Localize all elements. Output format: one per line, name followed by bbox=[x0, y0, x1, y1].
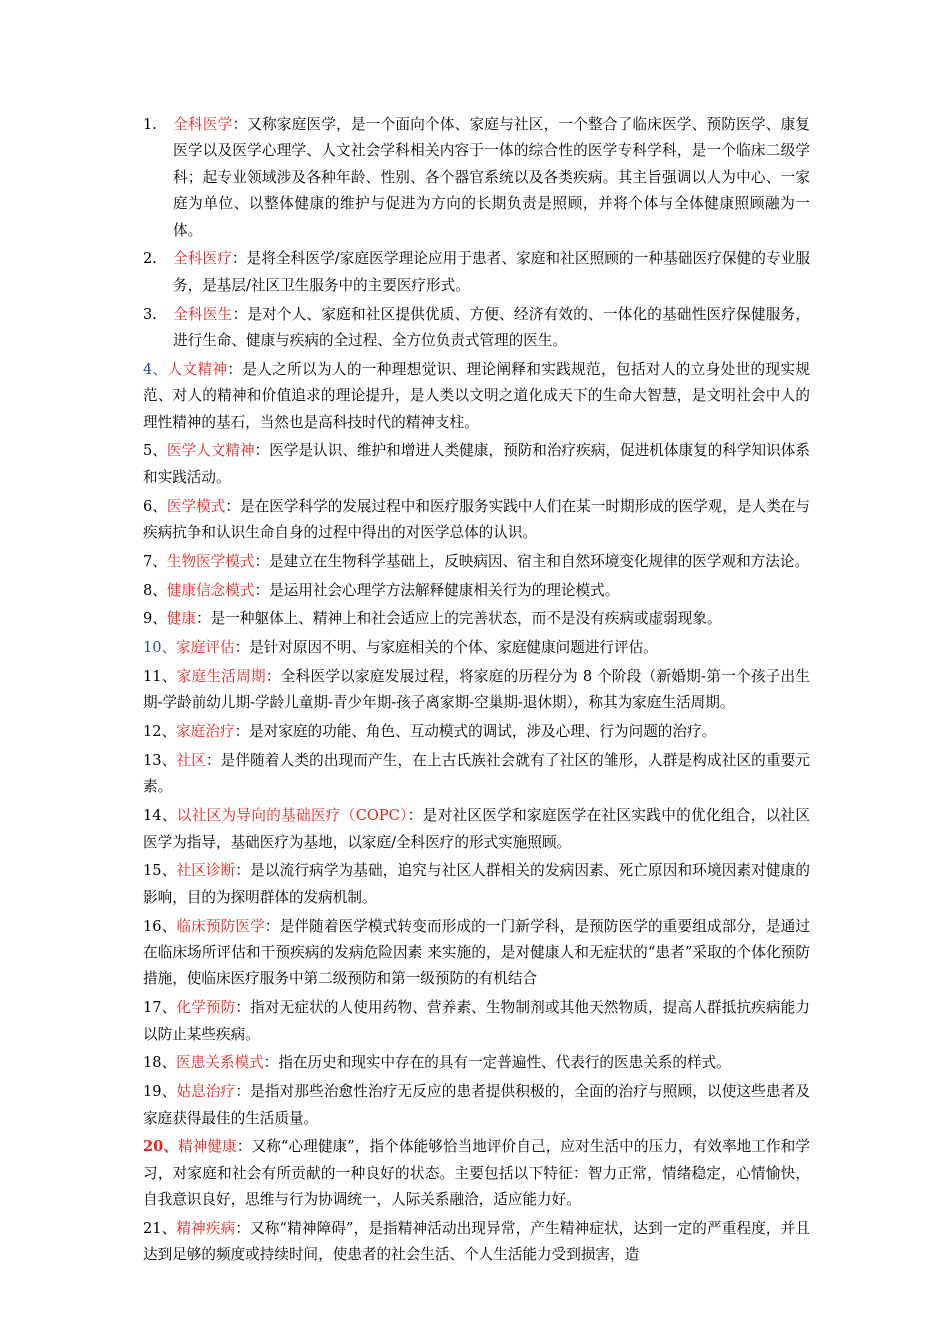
definition-item bbox=[143, 1050, 810, 1076]
item-text: ：是伴随着医学模式转变而形成的一门新学科，是预防医学的重要组成部分，是通过在临床场所评估和干预疾病的发病危险因素 来实施的，是对健康人和无症状的“患者”采取的个体化预防措施，使临床医疗服务中第二级预防和第一级预防的有机结合 bbox=[143, 917, 810, 988]
definition-item bbox=[143, 357, 810, 436]
item-text: ：是建立在生物科学基础上，反映病因、宿主和自然环境变化规律的医学观和方法论。 bbox=[254, 552, 810, 570]
definition-item bbox=[143, 1134, 810, 1213]
item-term: 医患关系模式 bbox=[176, 1054, 264, 1072]
item-number: 7、 bbox=[143, 552, 167, 570]
definition-item bbox=[143, 719, 810, 745]
item-term: 生物医学模式 bbox=[166, 552, 255, 570]
item-text: ：是人之所以为人的一种理想觉识、理论阐释和实践规范，包括对人的立身处世的现实规范、对人的精神和价值追求的理论提升，是人类以文明之道化成天下的生命大智慧，是文明社会中人的理性精神的基石，当然也是高科技时代的精神支柱。 bbox=[143, 360, 810, 431]
item-term: 健康信念模式 bbox=[166, 581, 255, 599]
item-term: 社区 bbox=[176, 752, 206, 770]
item-term: 健康 bbox=[166, 610, 197, 628]
item-number: 5、 bbox=[143, 442, 167, 460]
item-number: 2. bbox=[143, 250, 157, 268]
item-number: 9、 bbox=[143, 610, 167, 628]
item-text: ：是运用社会心理学方法解释健康相关行为的理论模式。 bbox=[254, 581, 620, 599]
definition-item bbox=[143, 858, 810, 911]
item-number: 14、 bbox=[143, 807, 177, 825]
item-text: ：是在医学科学的发展过程中和医疗服务实践中人们在某一时期形成的医学观，是人类在与疾病抗争和认识生命自身的过程中得出的对医学总体的认识。 bbox=[143, 497, 810, 542]
definition-item bbox=[143, 995, 810, 1048]
definition-item bbox=[143, 578, 810, 604]
item-number: 1. bbox=[143, 116, 157, 133]
item-number: 18、 bbox=[143, 1054, 177, 1072]
item-term: 家庭评估 bbox=[176, 639, 235, 657]
definition-item bbox=[143, 664, 810, 717]
item-text: ：又称家庭医学，是一个面向个体、家庭与社区，一个整合了临床医学、预防医学、康复医学以及医学心理学、人文社会学科相关内容于一体的综合性的医学专科学科，是一个临床二级学科；起专业领域涉及各种年龄、性别、各个器官系统以及各类疾病。其主旨强调以人为中心、一家庭为单位、以整体健康的维护与促进为方向的长期负责是照顾，并将个体与全体健康照顾融为一体。 bbox=[173, 116, 810, 239]
item-term: 医学人文精神 bbox=[166, 442, 255, 460]
item-text: ：全科医学以家庭发展过程，将家庭的历程分为 8 个阶段（新婚期-第一个孩子出生期-学龄前幼儿期-学龄儿童期-青少年期-孩子离家期-空巢期-退休期），称其为家庭生活周期。 bbox=[143, 668, 810, 712]
definition-item bbox=[143, 606, 810, 632]
item-text: ：医学是认识、维护和增进人类健康，预防和治疗疾病，促进机体康复的科学知识体系和实践活动。 bbox=[143, 442, 810, 486]
definition-item bbox=[143, 494, 810, 547]
item-number: 10、 bbox=[143, 639, 177, 657]
item-number: 3. bbox=[143, 305, 157, 323]
item-number: 4、 bbox=[143, 360, 168, 378]
item-text: ：是针对原因不明、与家庭相关的个体、家庭健康问题进行评估。 bbox=[234, 639, 658, 657]
item-term: 家庭生活周期 bbox=[176, 668, 266, 686]
definition-item bbox=[143, 438, 810, 491]
definitions-list bbox=[143, 112, 810, 1271]
item-term: 精神健康 bbox=[178, 1138, 237, 1156]
item-term: 人文精神 bbox=[167, 360, 228, 378]
item-number: 19、 bbox=[143, 1083, 177, 1101]
definition-item bbox=[143, 1079, 810, 1132]
item-text: ：是对家庭的功能、角色、互动模式的调试，涉及心理、行为问题的治疗。 bbox=[234, 723, 717, 741]
item-text: ：是对社区医学和家庭医学在社区实践中的优化组合，以社区医学为指导，基础医疗为基地，以家庭/全科医疗的形式实施照顾。 bbox=[143, 807, 810, 851]
item-term: 全科医疗 bbox=[173, 250, 232, 268]
item-number: 15、 bbox=[143, 862, 177, 880]
item-term: 社区诊断 bbox=[176, 862, 236, 880]
item-number: 17、 bbox=[143, 999, 177, 1017]
item-text: ：指对无症状的人使用药物、营养素、生物制剂或其他天然物质，提高人群抵抗疾病能力以防止某些疾病。 bbox=[143, 999, 810, 1043]
item-number: 16、 bbox=[143, 917, 177, 935]
definition-item bbox=[143, 112, 810, 244]
item-term: 临床预防医学 bbox=[176, 917, 265, 935]
item-text: ：是将全科医学/家庭医学理论应用于患者、家庭和社区照顾的一种基础医疗保健的专业服务，是基层/社区卫生服务中的主要医疗形式。 bbox=[173, 250, 810, 294]
item-term: 全科医生 bbox=[173, 305, 233, 323]
item-number: 13、 bbox=[143, 752, 177, 770]
item-text: ：是指对那些治愈性治疗无反应的患者提供积极的，全面的治疗与照顾，以使这些患者及家庭获得最佳的生活质量。 bbox=[143, 1083, 810, 1127]
definition-item bbox=[143, 1216, 810, 1269]
definition-item bbox=[143, 748, 810, 801]
definition-item bbox=[143, 803, 810, 856]
definition-item bbox=[143, 914, 810, 993]
item-text: ：指在历史和现实中存在的具有一定普遍性、代表行的医患关系的样式。 bbox=[263, 1054, 731, 1072]
item-term: 姑息治疗 bbox=[176, 1083, 236, 1101]
item-text: ：是对个人、家庭和社区提供优质、方便、经济有效的、一体化的基础性医疗保健服务，进行生命、健康与疾病的全过程、全方位负责式管理的医生。 bbox=[173, 305, 810, 350]
item-number: 20、 bbox=[143, 1138, 179, 1156]
definition-item bbox=[143, 549, 810, 575]
item-number: 6、 bbox=[143, 497, 167, 515]
item-term: 以社区为导向的基础医疗（COPC） bbox=[176, 807, 408, 825]
item-term: 家庭治疗 bbox=[176, 723, 235, 741]
item-number: 8、 bbox=[143, 581, 167, 599]
item-text: ：是伴随着人类的出现而产生，在上古氏族社会就有了社区的雏形，人群是构成社区的重要元素。 bbox=[143, 752, 810, 796]
item-term: 全科医学 bbox=[173, 116, 233, 133]
item-text: ：又称“心理健康”，指个体能够恰当地评价自己，应对生活中的压力，有效率地工作和学习，对家庭和社会有所贡献的一种良好的状态。主要包括以下特征：智力正常，情绪稳定，心情愉快，自我意识良好，思维与行为协调统一，人际关系融洽，适应能力好。 bbox=[143, 1138, 810, 1209]
item-text: ：是以流行病学为基础，追究与社区人群相关的发病因素、死亡原因和环境因素对健康的影响，目的为探明群体的发病机制。 bbox=[143, 862, 810, 906]
item-term: 化学预防 bbox=[176, 999, 236, 1017]
item-term: 精神疾病 bbox=[176, 1220, 236, 1238]
definition-item bbox=[143, 246, 810, 299]
item-number: 21、 bbox=[143, 1220, 177, 1238]
definition-item bbox=[143, 302, 810, 355]
item-number: 12、 bbox=[143, 723, 177, 741]
item-term: 医学模式 bbox=[166, 497, 226, 515]
definition-item bbox=[143, 635, 810, 661]
item-text: ：又称“精神障碍”，是指精神活动出现异常，产生精神症状，达到一定的严重程度，并且达到足够的频度或持续时间，使患者的社会生活、个人生活能力受到损害，造 bbox=[143, 1220, 810, 1264]
item-text: ：是一种躯体上、精神上和社会适应上的完善状态，而不是没有疾病或虚弱现象。 bbox=[196, 610, 722, 628]
item-number: 11、 bbox=[143, 668, 177, 686]
